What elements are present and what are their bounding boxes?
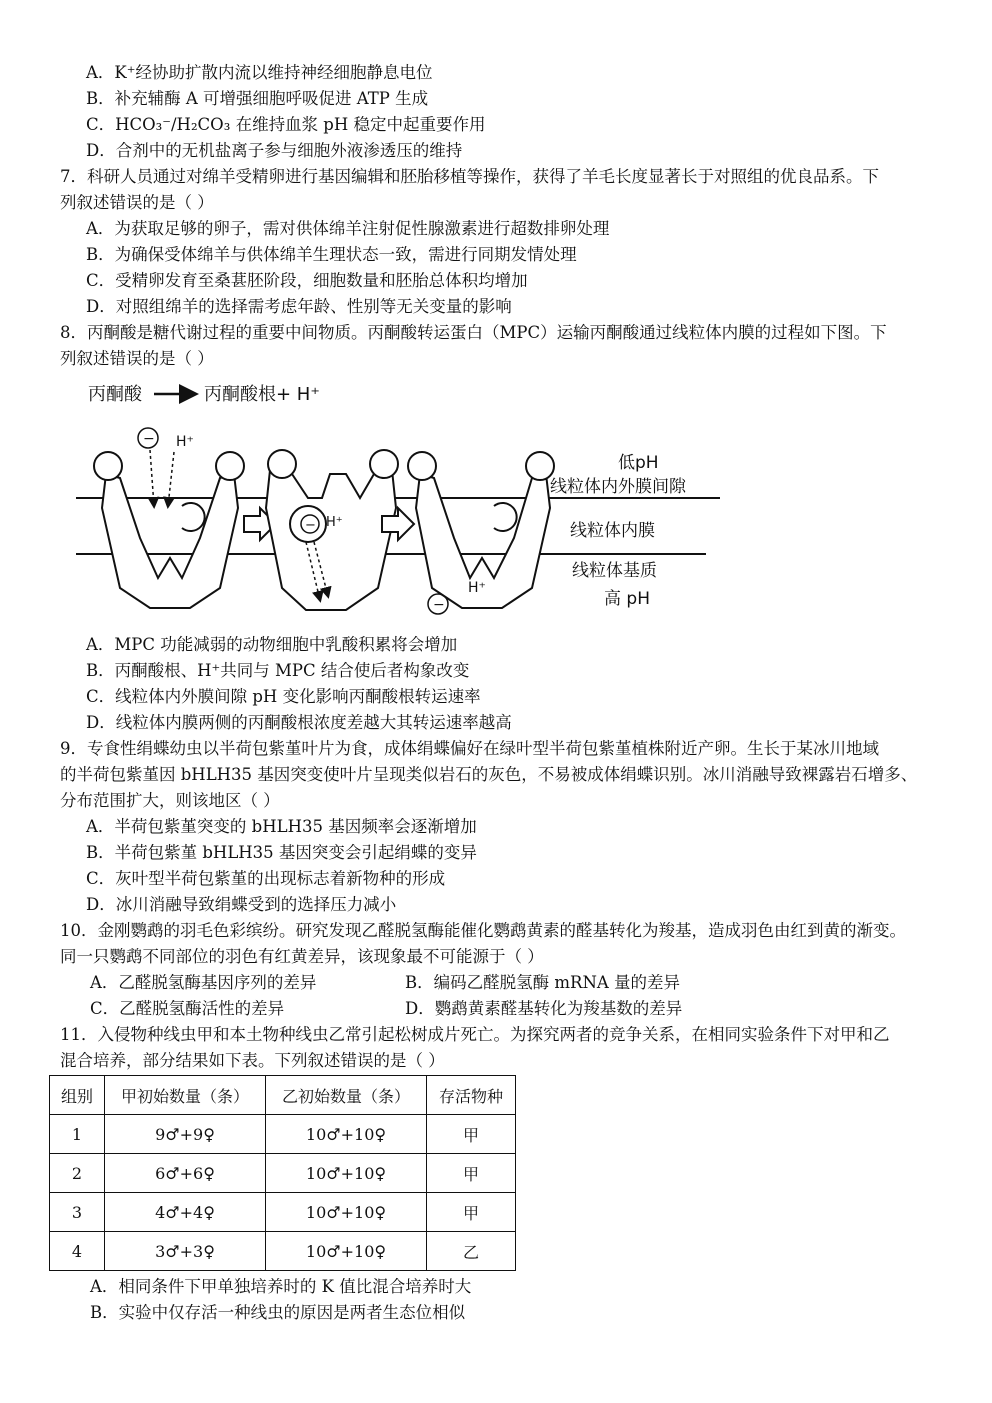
- q7-option-c: C．受精卵发育至桑葚胚阶段，细胞数量和胚胎总体积均增加: [86, 271, 528, 290]
- q7-stem-line2: 列叙述错误的是（ ）: [60, 193, 214, 212]
- table-row: [50, 1232, 516, 1271]
- table-cell: 10♂+10♀: [266, 1115, 427, 1154]
- q10-option-a: A．乙醛脱氢酶基因序列的差异: [90, 973, 317, 992]
- label-inner-membrane: 线粒体内膜: [570, 521, 655, 541]
- table-header-row: [50, 1076, 516, 1115]
- table-cell: 10♂+10♀: [266, 1232, 427, 1271]
- q6-option-d: D．合剂中的无机盐离子参与细胞外液渗透压的维持: [86, 141, 463, 160]
- header-group: 组别: [50, 1076, 105, 1115]
- table-cell: 甲: [427, 1193, 516, 1232]
- q10-option-b: B．编码乙醛脱氢酶 mRNA 量的差异: [405, 973, 681, 992]
- label-low-ph: 低pH: [618, 453, 659, 473]
- bound-anion-symbol: −: [305, 518, 316, 533]
- table-cell: 9♂+9♀: [105, 1115, 266, 1154]
- label-matrix: 线粒体基质: [572, 561, 657, 581]
- table-row: [50, 1193, 516, 1232]
- q8-option-d: D．线粒体内膜两侧的丙酮酸根浓度差越大其转运速率越高: [86, 713, 512, 732]
- q10-option-c: C．乙醛脱氢酶活性的差异: [90, 999, 285, 1018]
- h-ion-bottom: H⁺: [468, 580, 486, 596]
- nematode-results-table: [49, 1075, 516, 1271]
- table-cell: 1: [50, 1115, 105, 1154]
- q8-stem-line1: 8．丙酮酸是糖代谢过程的重要中间物质。丙酮酸转运蛋白（MPC）运输丙酮酸通过线粒体内膜的过程如下图。下: [60, 323, 887, 342]
- q8-option-b: B．丙酮酸根、H⁺共同与 MPC 结合使后者构象改变: [86, 661, 470, 680]
- q11-option-b: B．实验中仅存活一种线虫的原因是两者生态位相似: [90, 1303, 466, 1322]
- h-ion-top: H⁺: [176, 434, 194, 450]
- q9-option-b: B．半荷包紫堇 bHLH35 基因突变会引起绢蝶的变异: [86, 843, 477, 862]
- header-a-initial: 甲初始数量（条）: [105, 1076, 266, 1115]
- header-survivor: 存活物种: [427, 1076, 516, 1115]
- table-cell: 4: [50, 1232, 105, 1271]
- table-cell: 4♂+4♀: [105, 1193, 266, 1232]
- table-cell: 10♂+10♀: [266, 1193, 427, 1232]
- anion-symbol-bottom: −: [433, 597, 445, 613]
- q10-stem-line2: 同一只鹦鹉不同部位的羽色有红黄差异，该现象最不可能源于（ ）: [60, 947, 544, 966]
- q8-option-a: A．MPC 功能减弱的动物细胞中乳酸积累将会增加: [86, 635, 458, 654]
- q10-option-d: D．鹦鹉黄素醛基转化为羧基数的差异: [405, 999, 683, 1018]
- q8-option-c: C．线粒体内外膜间隙 pH 变化影响丙酮酸根转运速率: [86, 687, 481, 706]
- table-row: [50, 1154, 516, 1193]
- q7-stem-line1: 7．科研人员通过对绵羊受精卵进行基因编辑和胚胎移植等操作，获得了羊毛长度显著长于对照组的优良品系。下: [60, 167, 879, 186]
- mpc-protein-state-2: [266, 450, 398, 610]
- q6-option-b: B．补充辅酶 A 可增强细胞呼吸促进 ATP 生成: [86, 89, 429, 108]
- anion-symbol-top: −: [143, 431, 155, 447]
- bound-h-ion: H⁺: [326, 515, 343, 530]
- q8-stem-line2: 列叙述错误的是（ ）: [60, 349, 214, 368]
- q6-option-a: A．K⁺经协助扩散内流以维持神经细胞静息电位: [86, 63, 433, 82]
- q11-stem-line2: 混合培养，部分结果如下表。下列叙述错误的是（ ）: [60, 1051, 445, 1070]
- q11-option-a: A．相同条件下甲单独培养时的 K 值比混合培养时大: [90, 1277, 472, 1296]
- label-high-ph: 高 pH: [604, 589, 650, 609]
- table-cell: 甲: [427, 1115, 516, 1154]
- table-row: [50, 1115, 516, 1154]
- table-cell: 6♂+6♀: [105, 1154, 266, 1193]
- table-cell: 甲: [427, 1154, 516, 1193]
- reaction-right-label: 丙酮酸根+ H⁺: [204, 384, 320, 405]
- q7-option-b: B．为确保受体绵羊与供体绵羊生理状态一致，需进行同期发情处理: [86, 245, 577, 264]
- q9-stem-line3: 分布范围扩大，则该地区（ ）: [60, 791, 280, 810]
- q11-stem-line1: 11．入侵物种线虫甲和本土物种线虫乙常引起松树成片死亡。为探究两者的竞争关系，在相同实验条件下对甲和乙: [60, 1025, 890, 1044]
- table-cell: 乙: [427, 1232, 516, 1271]
- q9-stem-line1: 9．专食性绢蝶幼虫以半荷包紫堇叶片为食，成体绢蝶偏好在绿叶型半荷包紫堇植株附近产卵。生长于某冰川地域: [60, 739, 879, 758]
- table-cell: 3: [50, 1193, 105, 1232]
- q9-option-d: D．冰川消融导致绢蝶受到的选择压力减小: [86, 895, 397, 914]
- reaction-left-label: 丙酮酸: [88, 384, 142, 405]
- table-cell: 3♂+3♀: [105, 1232, 266, 1271]
- header-b-initial: 乙初始数量（条）: [266, 1076, 427, 1115]
- q6-option-c: C．HCO₃⁻/H₂CO₃ 在维持血浆 pH 稳定中起重要作用: [86, 115, 486, 134]
- mpc-transport-diagram: [70, 378, 740, 630]
- q7-option-a: A．为获取足够的卵子，需对供体绵羊注射促性腺激素进行超数排卵处理: [86, 219, 610, 238]
- table-cell: 10♂+10♀: [266, 1154, 427, 1193]
- mpc-protein-state-1: [94, 452, 244, 608]
- q7-option-d: D．对照组绵羊的选择需考虑年龄、性别等无关变量的影响: [86, 297, 512, 316]
- table-cell: 2: [50, 1154, 105, 1193]
- q9-option-c: C．灰叶型半荷包紫堇的出现标志着新物种的形成: [86, 869, 446, 888]
- label-intermembrane-space: 线粒体内外膜间隙: [550, 477, 686, 497]
- q9-stem-line2: 的半荷包紫堇因 bHLH35 基因突变使叶片呈现类似岩石的灰色，不易被成体绢蝶识别。冰川消融导致裸露岩石增多、: [60, 765, 918, 784]
- q9-option-a: A．半荷包紫堇突变的 bHLH35 基因频率会逐渐增加: [86, 817, 477, 836]
- q10-stem-line1: 10．金刚鹦鹉的羽毛色彩缤纷。研究发现乙醛脱氢酶能催化鹦鹉黄素的醛基转化为羧基，造成羽色由红到黄的渐变。: [60, 921, 906, 940]
